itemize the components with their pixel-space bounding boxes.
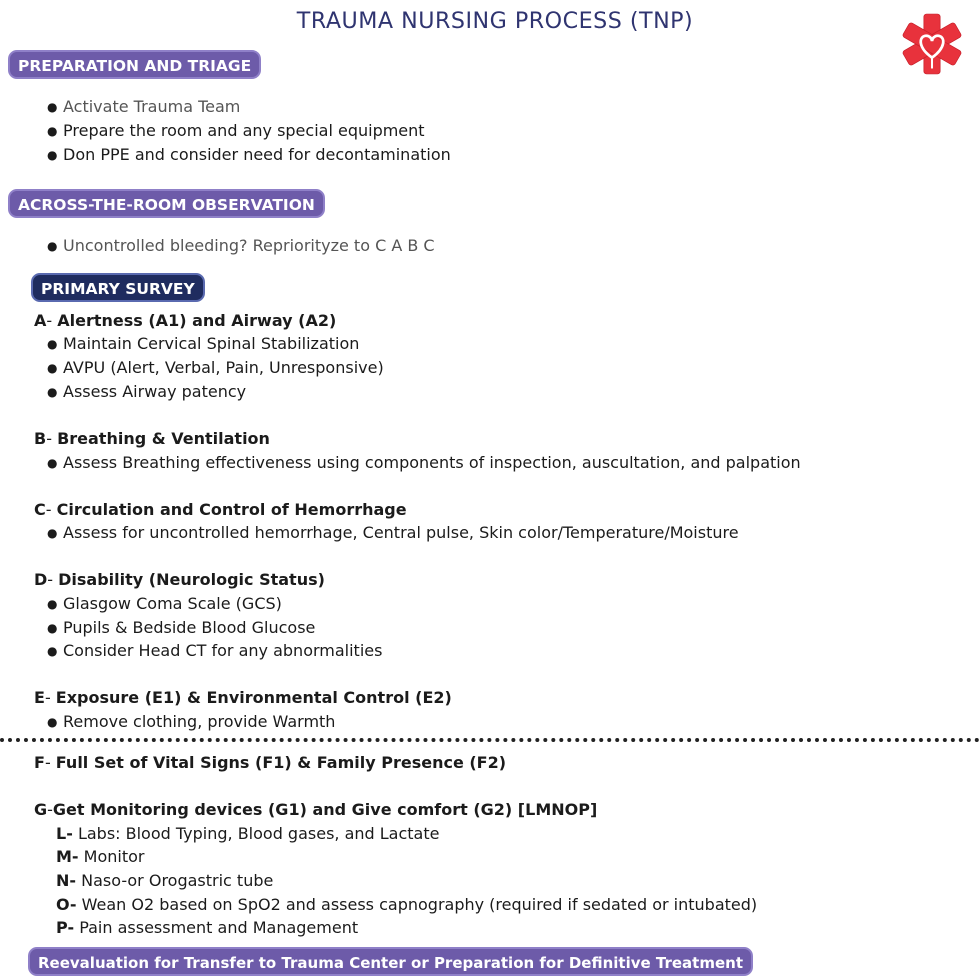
survey-heading-b: B- Breathing & Ventilation [34,429,270,448]
lmnop-item: M- Monitor [56,847,145,866]
list-item: ● Activate Trauma Team [47,97,241,116]
list-item: ● Assess for uncontrolled hemorrhage, Central pulse, Skin color/Temperature/Moisture [47,523,739,542]
survey-heading-c: C- Circulation and Control of Hemorrhage [34,500,407,519]
survey-heading-d: D- Disability (Neurologic Status) [34,570,325,589]
lmnop-item: P- Pain assessment and Management [56,918,359,937]
list-item: ● Assess Breathing effectiveness using components of inspection, auscultation, and palpation [47,453,801,472]
footer-badge-reevaluation: Reevaluation for Transfer to Trauma Center or Preparation for Definitive Treatment [28,947,753,976]
list-item: ● Uncontrolled bleeding? Repriorityze to C A B C [47,236,435,255]
survey-heading-e: E- Exposure (E1) & Environmental Control (E2) [34,688,452,707]
list-item: ● Prepare the room and any special equipment [47,121,425,140]
lmnop-item: N- Naso-or Orogastric tube [56,871,274,890]
list-item: ● Maintain Cervical Spinal Stabilization [47,334,360,353]
section-badge-primary-survey: PRIMARY SURVEY [31,273,205,302]
list-item: ● Pupils & Bedside Blood Glucose [47,618,316,637]
section-divider [0,738,980,742]
list-item: ● Assess Airway patency [47,382,247,401]
section-badge-preparation: PREPARATION AND TRIAGE [8,50,261,79]
survey-heading-f: F- Full Set of Vital Signs (F1) & Family Presence (F2) [34,753,507,772]
list-item: ● Remove clothing, provide Warmth [47,712,336,731]
list-item: ● Glasgow Coma Scale (GCS) [47,594,282,613]
page-title: TRAUMA NURSING PROCESS (TNP) [296,8,694,34]
star-of-life-heart-icon [896,10,968,78]
survey-heading-a: A- Alertness (A1) and Airway (A2) [34,311,337,330]
list-item: ● Don PPE and consider need for decontamination [47,145,451,164]
lmnop-item: O- Wean O2 based on SpO2 and assess capnography (required if sedated or intubated) [56,895,758,914]
lmnop-item: L- Labs: Blood Typing, Blood gases, and Lactate [56,824,440,843]
list-item: ● Consider Head CT for any abnormalities [47,641,383,660]
survey-heading-g: G-Get Monitoring devices (G1) and Give comfort (G2) [LMNOP] [34,800,598,819]
section-badge-observation: ACROSS-THE-ROOM OBSERVATION [8,189,325,218]
list-item: ● AVPU (Alert, Verbal, Pain, Unresponsive) [47,358,384,377]
